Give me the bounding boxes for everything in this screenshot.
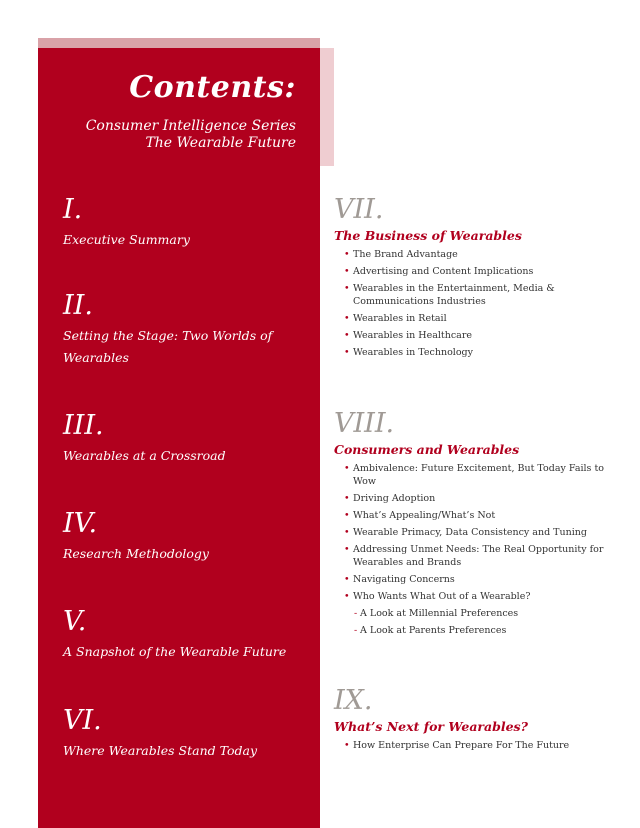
section-numeral: IV. xyxy=(63,508,98,539)
contents-panel xyxy=(38,48,320,828)
list-item[interactable]: • What’s Appealing/What’s Not xyxy=(344,510,496,521)
page-title: Contents: xyxy=(129,70,296,105)
subtitle-line-2: The Wearable Future xyxy=(145,135,296,151)
list-item[interactable]: • Wearable Primacy, Data Consistency and Tuning xyxy=(344,527,587,538)
toc-section-6[interactable] xyxy=(63,706,308,762)
list-item[interactable]: • How Enterprise Can Prepare For The Future xyxy=(344,740,570,751)
section-label: Setting the Stage: Two Worlds of Wearables xyxy=(63,328,273,365)
list-item[interactable]: • Wearables in the Entertainment, Media & Communications Industries xyxy=(344,283,555,307)
toc-section-5[interactable] xyxy=(63,607,308,663)
section-numeral: III. xyxy=(63,410,104,441)
list-item[interactable]: • Wearables in Healthcare xyxy=(344,330,472,341)
section-numeral: IX. xyxy=(334,685,373,716)
list-item[interactable]: • The Brand Advantage xyxy=(344,249,458,260)
toc-section-1[interactable] xyxy=(63,195,308,251)
decorative-top-bar xyxy=(38,38,320,48)
section-numeral: VII. xyxy=(334,194,384,225)
section-numeral: VI. xyxy=(63,705,102,736)
subtitle-line-1: Consumer Intelligence Series xyxy=(85,118,296,134)
section-heading[interactable]: Consumers and Wearables xyxy=(334,442,520,457)
section-label: Executive Summary xyxy=(63,232,190,247)
list-item[interactable]: • Driving Adoption xyxy=(344,493,436,504)
list-item[interactable]: • Addressing Unmet Needs: The Real Opportunity for Wearables and Brands xyxy=(344,544,604,568)
toc-section-7 xyxy=(334,195,604,363)
list-item[interactable]: • Navigating Concerns xyxy=(344,574,455,585)
list-item[interactable]: • Wearables in Technology xyxy=(344,347,473,358)
toc-section-4[interactable] xyxy=(63,509,308,565)
series-subtitle xyxy=(86,118,296,152)
section-numeral: V. xyxy=(63,606,87,637)
section-label: Research Methodology xyxy=(63,546,209,561)
sub-list-item[interactable]: - A Look at Parents Preferences xyxy=(354,625,507,636)
list-item[interactable]: • Ambivalence: Future Excitement, But Today Fails to Wow xyxy=(344,463,604,487)
section-item-list xyxy=(334,248,604,359)
section-numeral: VIII. xyxy=(334,408,395,439)
section-item-list xyxy=(334,462,604,637)
toc-section-9 xyxy=(334,686,604,756)
list-item[interactable]: • Wearables in Retail xyxy=(344,313,447,324)
section-heading[interactable]: The Business of Wearables xyxy=(334,228,522,243)
section-heading[interactable]: What’s Next for Wearables? xyxy=(334,719,528,734)
list-item[interactable]: • Advertising and Content Implications xyxy=(344,266,534,277)
section-item-list xyxy=(334,739,604,752)
list-item[interactable]: • Who Wants What Out of a Wearable? xyxy=(344,591,531,602)
sub-list-item[interactable]: - A Look at Millennial Preferences xyxy=(354,608,519,619)
toc-section-8 xyxy=(334,409,604,641)
toc-section-2[interactable] xyxy=(63,291,308,369)
decorative-side-bar xyxy=(320,48,334,166)
section-numeral: I. xyxy=(63,194,83,225)
section-label: Where Wearables Stand Today xyxy=(63,743,258,758)
toc-section-3[interactable] xyxy=(63,411,308,467)
section-label: Wearables at a Crossroad xyxy=(63,448,226,463)
section-label: A Snapshot of the Wearable Future xyxy=(63,644,287,659)
section-numeral: II. xyxy=(63,290,93,321)
